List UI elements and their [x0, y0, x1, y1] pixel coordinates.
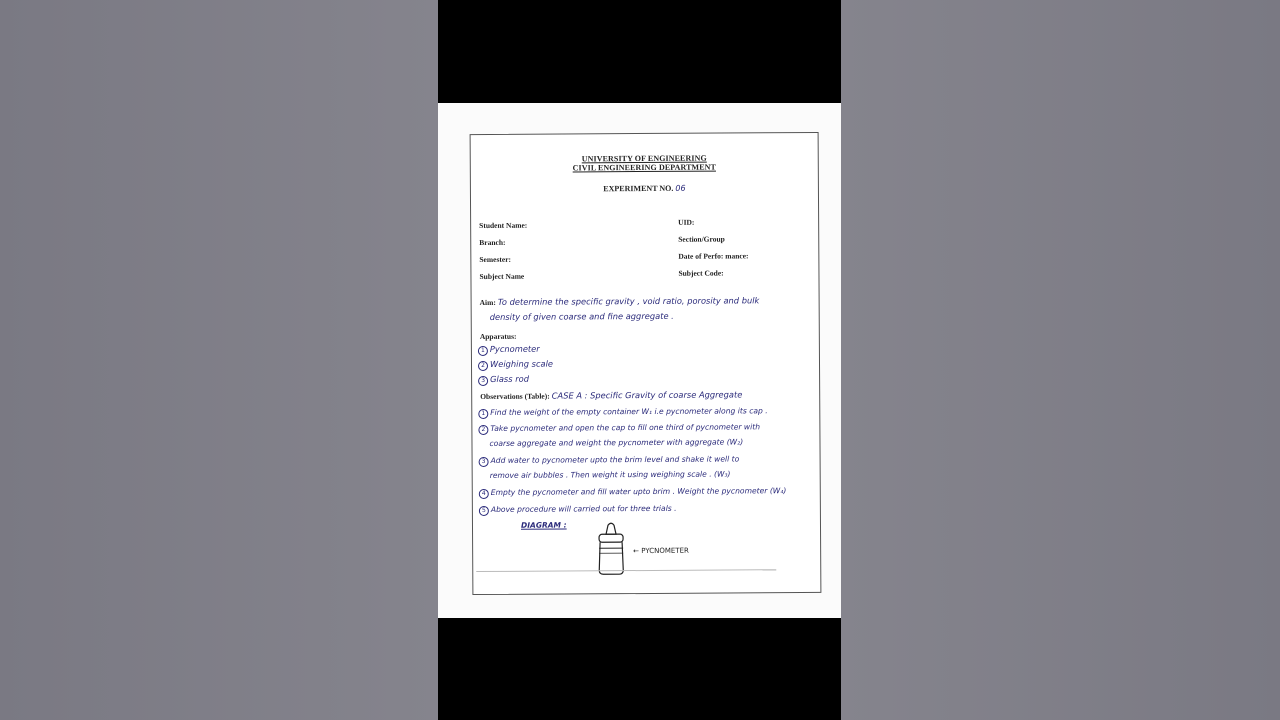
experiment-number: 06	[675, 183, 686, 193]
semester-label: Semester:	[479, 254, 512, 265]
department-title: CIVIL ENGINEERING DEPARTMENT	[572, 162, 716, 173]
date-of-performance-label: Date of Perfo: mance:	[678, 251, 749, 261]
observations-label: Observations (Table):	[480, 391, 550, 402]
branch-label: Branch:	[479, 237, 506, 248]
uid-label: UID:	[678, 217, 695, 227]
document-page	[438, 103, 841, 618]
case-title: CASE A : Specific Gravity of coarse Aggregate	[551, 389, 743, 401]
experiment-label: EXPERIMENT NO.	[603, 183, 674, 194]
observations-heading	[480, 389, 742, 401]
apparatus-item: 2 Weighing scale	[478, 359, 553, 371]
apparatus-item: 3 Glass rod	[478, 374, 529, 386]
apparatus-label: Apparatus:	[479, 331, 517, 342]
university-title: UNIVERSITY OF ENGINEERING	[581, 153, 707, 164]
apparatus-item: 1 Pycnometer	[478, 344, 540, 356]
pycnometer-label: ← PYCNOMETER	[633, 546, 689, 556]
aim-label: Aim:	[479, 297, 496, 308]
subject-code-label: Subject Code:	[678, 268, 724, 278]
blurred-background-left	[0, 0, 438, 720]
aim-line-1: Aim: To determine the specific gravity , void ratio, porosity and bulk	[479, 295, 760, 308]
procedure-step-continued: remove air bubbles . Then weight it using weighing scale . (W₃)	[489, 469, 731, 480]
subject-name-label: Subject Name	[479, 271, 525, 282]
procedure-step: 1 Find the weight of the empty container W₁ i.e pycnometer along its cap .	[478, 406, 767, 419]
pycnometer-drawing	[591, 520, 631, 576]
procedure-step: 4 Empty the pycnometer and fill water upto brim . Weight the pycnometer (W₄)	[479, 486, 787, 499]
blurred-background-right	[841, 0, 1280, 720]
experiment-heading	[471, 183, 818, 194]
diagram-label: DIAGRAM :	[520, 520, 567, 530]
procedure-step: 5 Above procedure will carried out for three trials .	[479, 504, 677, 516]
lab-sheet	[470, 132, 822, 595]
student-name-label: Student Name:	[479, 220, 528, 231]
procedure-step: 3 Add water to pycnometer upto the brim level and shake it well to	[479, 454, 740, 467]
section-group-label: Section/Group	[678, 234, 725, 244]
procedure-step: 2 Take pycnometer and open the cap to fill one third of pycnometer with	[478, 422, 760, 435]
aim-line-2: density of given coarse and fine aggregate .	[489, 310, 674, 322]
procedure-step-continued: coarse aggregate and weight the pycnometer with aggregate (W₂)	[489, 437, 744, 448]
